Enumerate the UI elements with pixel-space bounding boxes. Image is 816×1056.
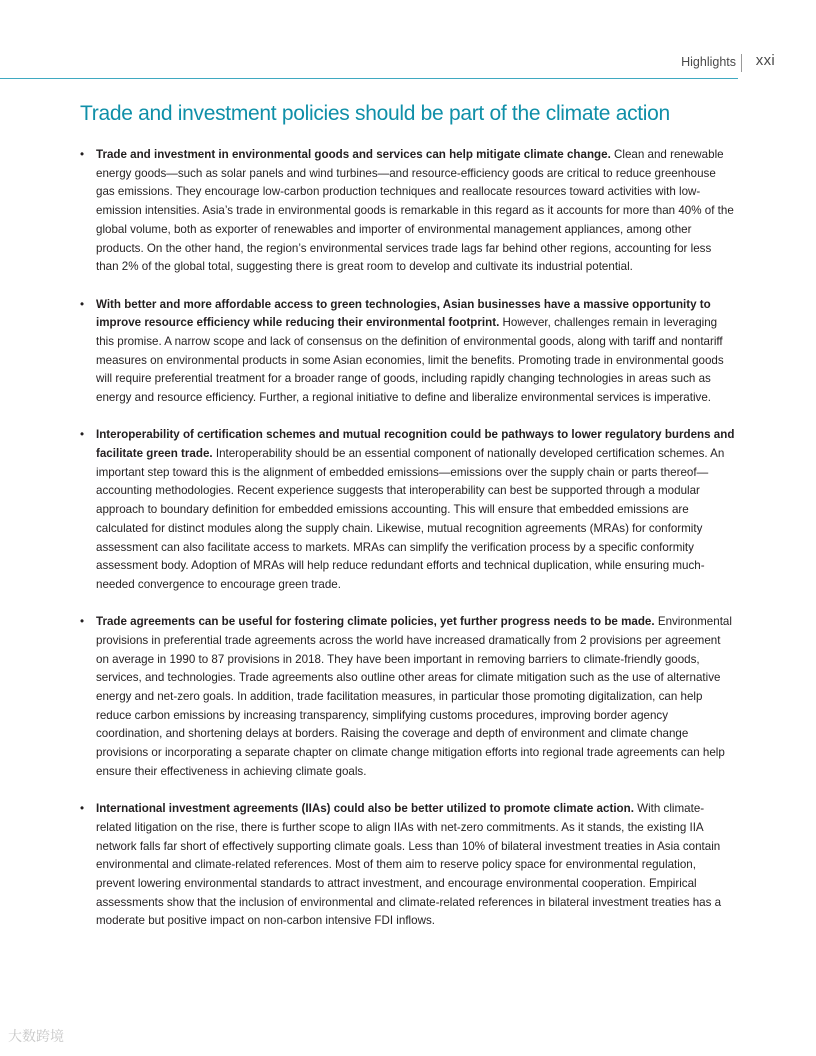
bullet-lead: Interoperability of certification schemes and mutual recognition could be pathways to lower regulatory burdens and facilitate green trade. bbox=[96, 428, 735, 461]
bullet-body: However, challenges remain in leveraging this promise. A narrow scope and lack of consensus on the definition of environmental goods, along with tariff and nontariff measures on environmental products in some Asian economies, limit the benefits. Promoting trade in environmental goods will require preferential treatment for a broader range of goods, including rapidly changing technologies in areas such as energy and resource efficiency. Further, a regional initiative to define and liberalize environmental services is imperative. bbox=[96, 316, 724, 405]
list-item bbox=[80, 613, 736, 781]
bullet-body: Clean and renewable energy goods—such as solar panels and wind turbines—and resource-efficiency goods are critical to reduce greenhouse gas emissions. They encourage low-carbon production techniques and reallocate resources toward activities with low-emission intensities. Asia’s trade in environmental goods is remarkable in this regard as it accounts for more than 40% of the global volume, both as exporter of renewables and importer of environmental management appliances, among other products. On the other hand, the region’s environmental services trade lags far behind other regions, accounting for less than 2% of the global total, suggesting there is great room to develop and cultivate its industrial potential. bbox=[96, 148, 734, 274]
bullet-icon: • bbox=[80, 802, 85, 816]
bullet-lead: Trade and investment in environmental goods and services can help mitigate climate change. bbox=[96, 148, 611, 161]
list-item bbox=[80, 296, 736, 408]
bullet-body: With climate-related litigation on the rise, there is further scope to align IIAs with net-zero commitments. As it stands, the existing IIA network falls far short of effectively supporting climate goals. Less than 10% of bilateral investment treaties in Asia contain environmental and climate-related references. Most of them aim to reserve policy space for environmental regulation, prevent lowering environmental standards to attract investment, and encourage environmental cooperation. Empirical assessments show that the inclusion of environmental and climate-related references in bilateral investment treaties has a moderate but positive impact on non-carbon intensive FDI inflows. bbox=[96, 802, 722, 928]
bullet-icon: • bbox=[80, 297, 85, 311]
section-heading: Trade and investment policies should be part of the climate action bbox=[80, 102, 670, 125]
highlights-list bbox=[80, 146, 736, 950]
bullet-body: Environmental provisions in preferential trade agreements across the world have increased dramatically from 2 provisions per agreement on average in 1990 to 87 provisions in 2018. They have been important in removing barriers to climate-friendly goods, services, and technologies. Trade agreements also outline other areas for climate mitigation such as the use of alternative energy and net-zero goals. In addition, trade facilitation measures, in particular those promoting digitalization, can help reduce carbon emissions by increasing transparency, simplifying customs procedures, improving border agency coordination, and shortening delays at borders. Raising the coverage and depth of environment and climate change provisions or incorporating a separate chapter on climate change mitigation efforts into regional trade agreements can help ensure their effectiveness in achieving climate goals. bbox=[96, 615, 732, 778]
running-header bbox=[0, 52, 790, 72]
bullet-icon: • bbox=[80, 615, 85, 629]
bullet-icon: • bbox=[80, 428, 85, 442]
bullet-lead: Trade agreements can be useful for fostering climate policies, yet further progress needs to be made. bbox=[96, 615, 655, 629]
bullet-lead: International investment agreements (IIAs) could also be better utilized to promote climate action. bbox=[96, 802, 634, 816]
list-item bbox=[80, 800, 736, 931]
watermark: 大数跨境 bbox=[8, 1028, 64, 1044]
header-separator bbox=[741, 54, 742, 72]
list-item bbox=[80, 146, 736, 277]
header-rule bbox=[0, 78, 738, 79]
bullet-icon: • bbox=[80, 148, 85, 161]
header-section-title: Highlights bbox=[681, 55, 736, 69]
list-item bbox=[80, 426, 736, 594]
bullet-lead: With better and more affordable access to green technologies, Asian businesses have a massive opportunity to improve resource efficiency while reducing their environmental footprint. bbox=[96, 297, 711, 330]
page-number: xxi bbox=[755, 52, 775, 69]
bullet-body: Interoperability should be an essential component of nationally developed certification schemes. An important step toward this is the alignment of embedded emissions—emissions over the supply chain or parts thereof—accounting methodologies. Recent experience suggests that interoperability can best be supported through a modular approach to boundary definition for embedded emissions accounting. This will ensure that embedded emissions are calculated for distinct modules along the supply chain. Likewise, mutual recognition agreements (MRAs) for conformity assessment can also facilitate access to markets. MRAs can simplify the verification process by a specific conformity assessment body. Adoption of MRAs will help reduce redundant efforts and technical duplication, while ensuring much-needed convergence to encourage green trade. bbox=[96, 447, 725, 591]
